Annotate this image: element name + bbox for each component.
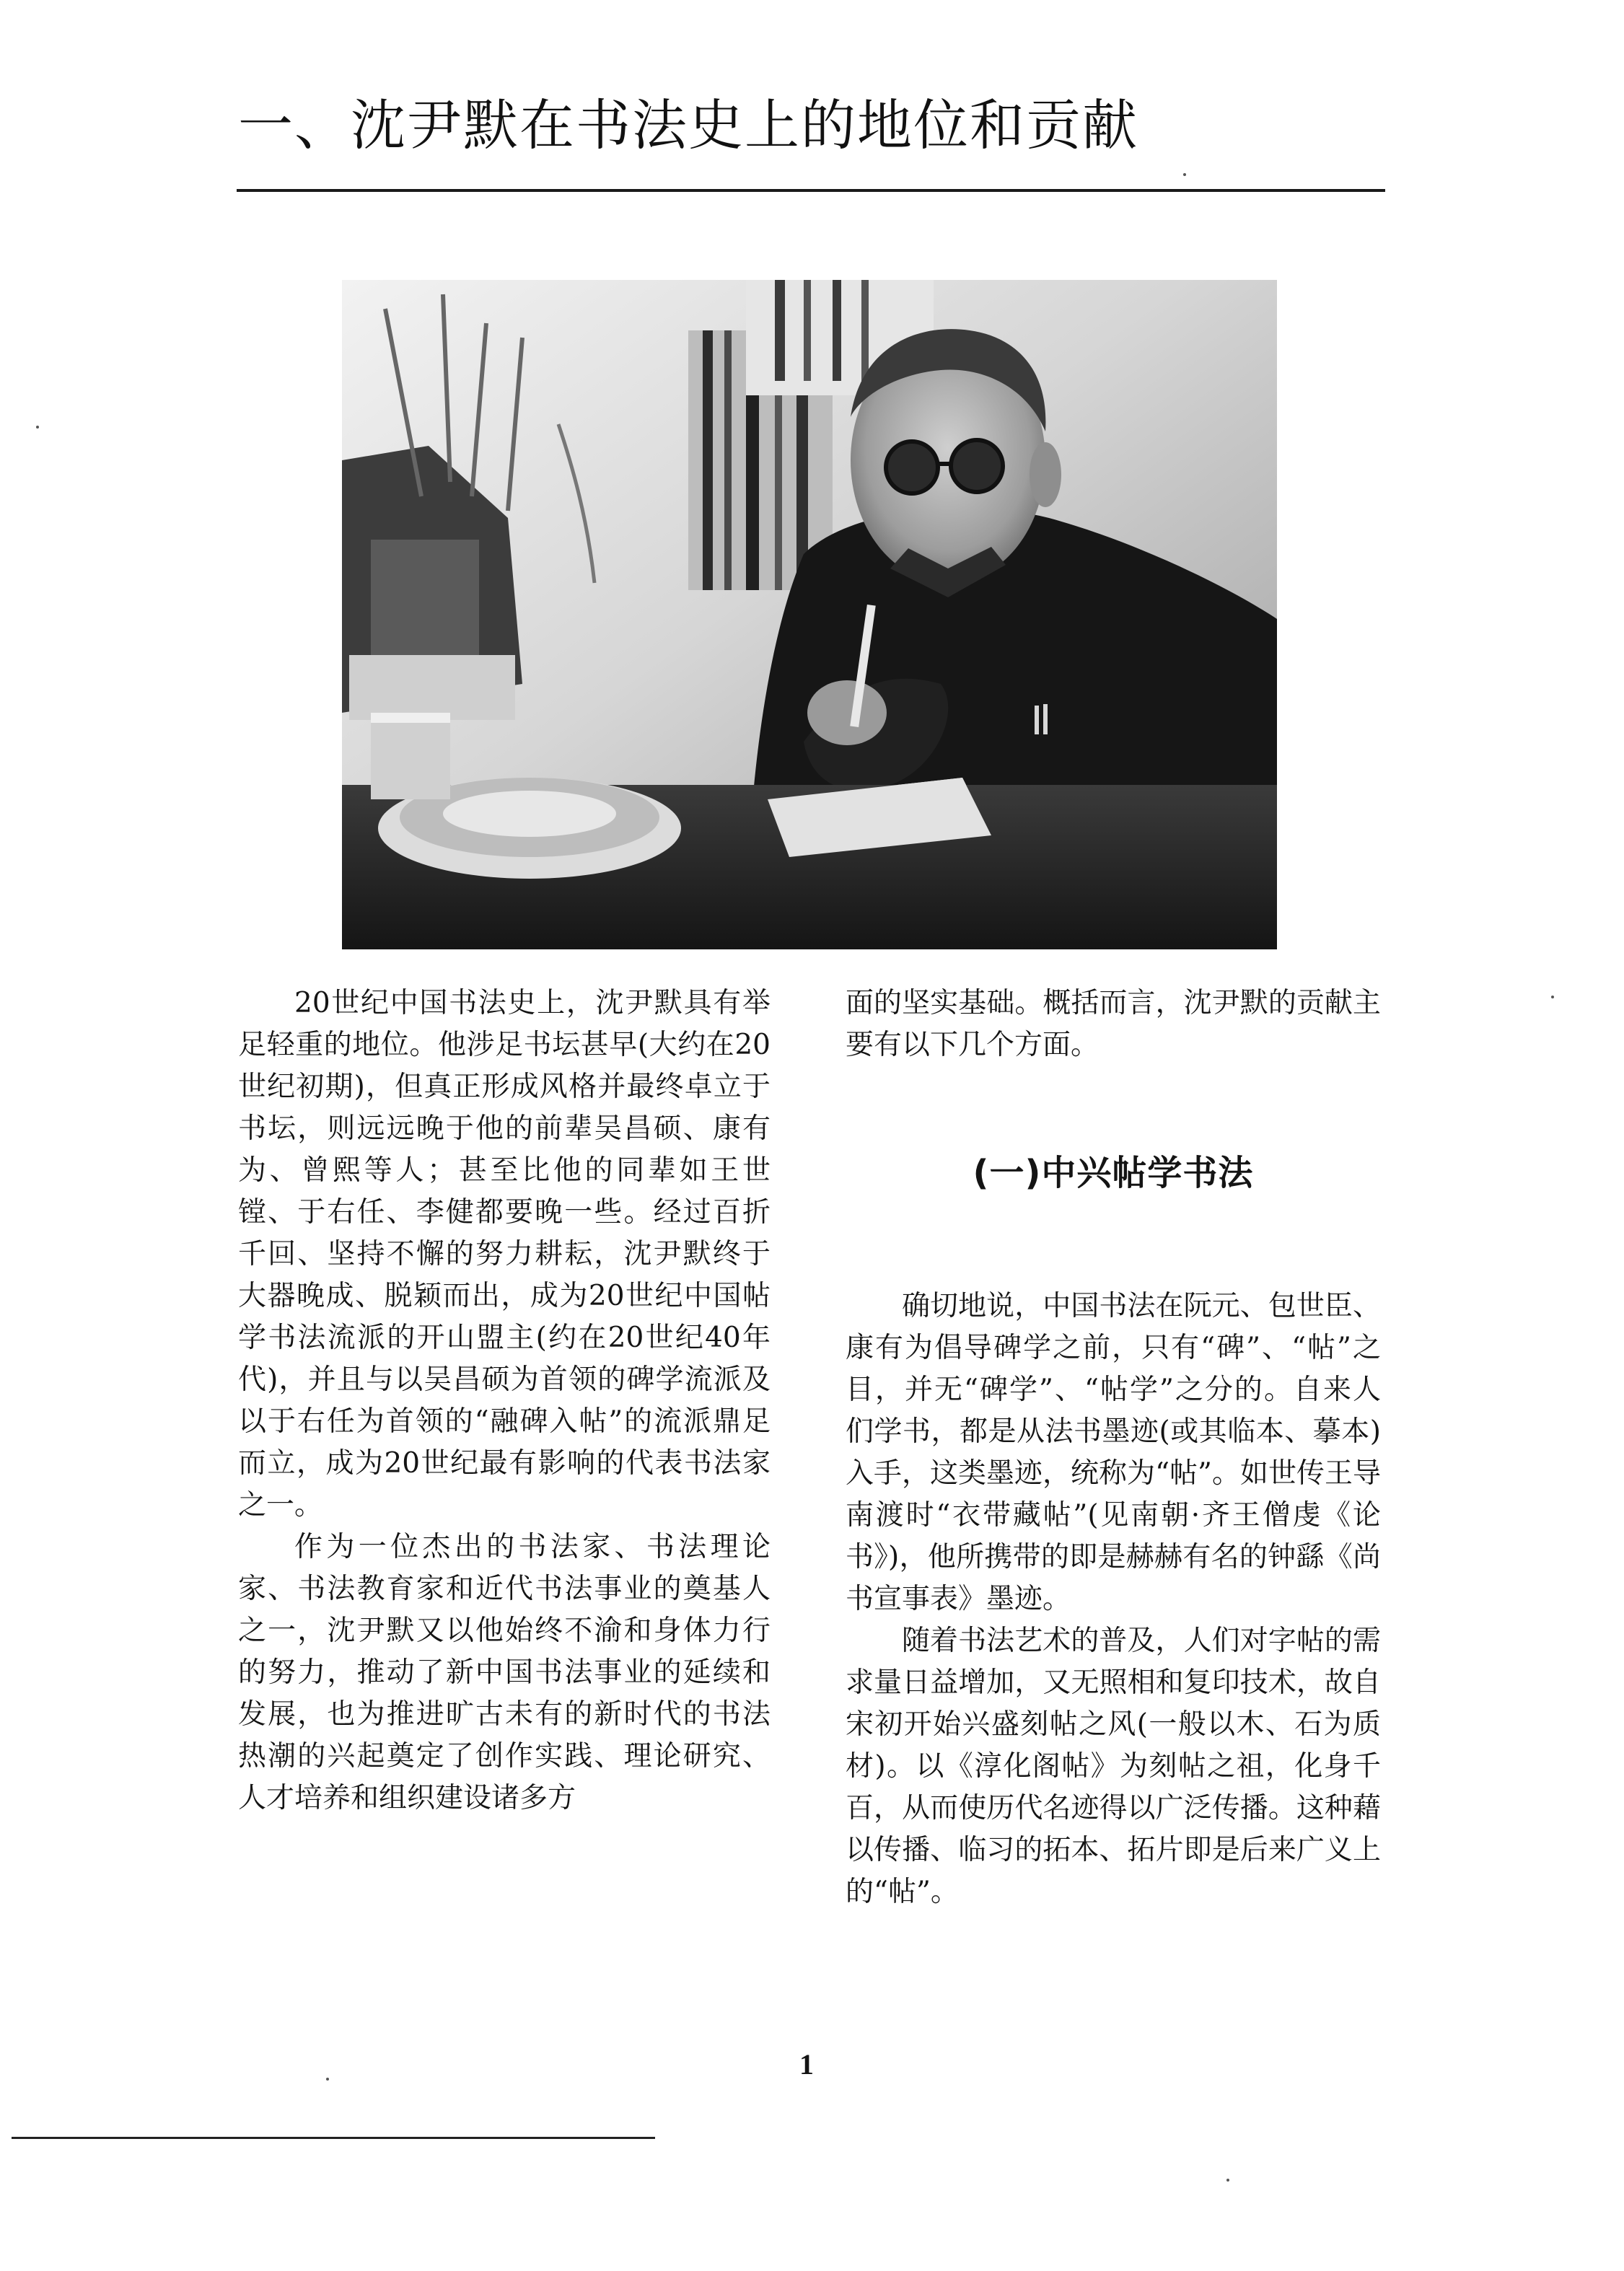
body-paragraph: 随着书法艺术的普及，人们对字帖的需求量日益增加，又无照相和复印技术，故自宋初开始兴盛刻帖之风(一般以木、石为质材)。以《淳化阁帖》为刻帖之祖，化身千百，从而使历代名迹得以广泛传播。这种藉以传播、临习的拓本、拓片即是后来广义上的“帖”。	[846, 1625, 1381, 1908]
body-paragraph: 20世纪中国书法史上，沈尹默具有举足轻重的地位。他涉足书坛甚早(大约在20世纪初期)，但真正形成风格并最终卓立于书坛，则远远晚于他的前辈吴昌硕、康有为、曾熙等人；甚至比他的同辈如王世镗、于右任、李健都要晚一些。经过百折千回、坚持不懈的努力耕耘，沈尹默终于大器晚成、脱颖而出，成为20世纪中国帖学书法流派的开山盟主(约在20世纪40年代)，并且与以吴昌硕为首领的碑学流派及以于右任为首领的“融碑入帖”的流派鼎足而立，成为20世纪最有影响的代表书法家之一。	[238, 987, 771, 1521]
body-paragraph: 作为一位杰出的书法家、书法理论家、书法教育家和近代书法事业的奠基人之一，沈尹默又以他始终不渝和身体力行的努力，推动了新中国书法事业的延续和发展，也为推进旷古未有的新时代的书法热潮的兴起奠定了创作实践、理论研究、人才培养和组织建设诸多方	[238, 1531, 771, 1814]
left-column	[238, 983, 771, 1819]
title-divider	[237, 189, 1385, 192]
section-heading: (一)中兴帖学书法	[973, 1153, 1254, 1193]
page-number: 1	[799, 2048, 814, 2081]
scan-speck	[1551, 996, 1554, 998]
page-title: 一、沈尹默在书法史上的地位和贡献	[238, 93, 1138, 157]
right-column	[846, 983, 1381, 1913]
portrait-photo	[342, 280, 1277, 949]
scan-speck	[326, 2078, 329, 2081]
continued-paragraph: 面的坚实基础。概括而言，沈尹默的贡献主要有以下几个方面。	[846, 987, 1381, 1061]
body-paragraph: 确切地说，中国书法在阮元、包世臣、康有为倡导碑学之前，只有“碑”、“帖”之目，并无“碑学”、“帖学”之分的。自来人们学书，都是从法书墨迹(或其临本、摹本)入手，这类墨迹，统称为“帖”。如世传王导南渡时“衣带藏帖”(见南朝·齐王僧虔《论书》)，他所携带的即是赫赫有名的钟繇《尚书宣事表》墨迹。	[846, 1290, 1381, 1615]
portrait-photo-illustration	[342, 280, 1277, 949]
scan-speck	[1183, 173, 1186, 176]
footer-rule	[12, 2137, 655, 2139]
scan-speck	[1226, 2179, 1229, 2182]
scan-speck	[36, 426, 39, 429]
